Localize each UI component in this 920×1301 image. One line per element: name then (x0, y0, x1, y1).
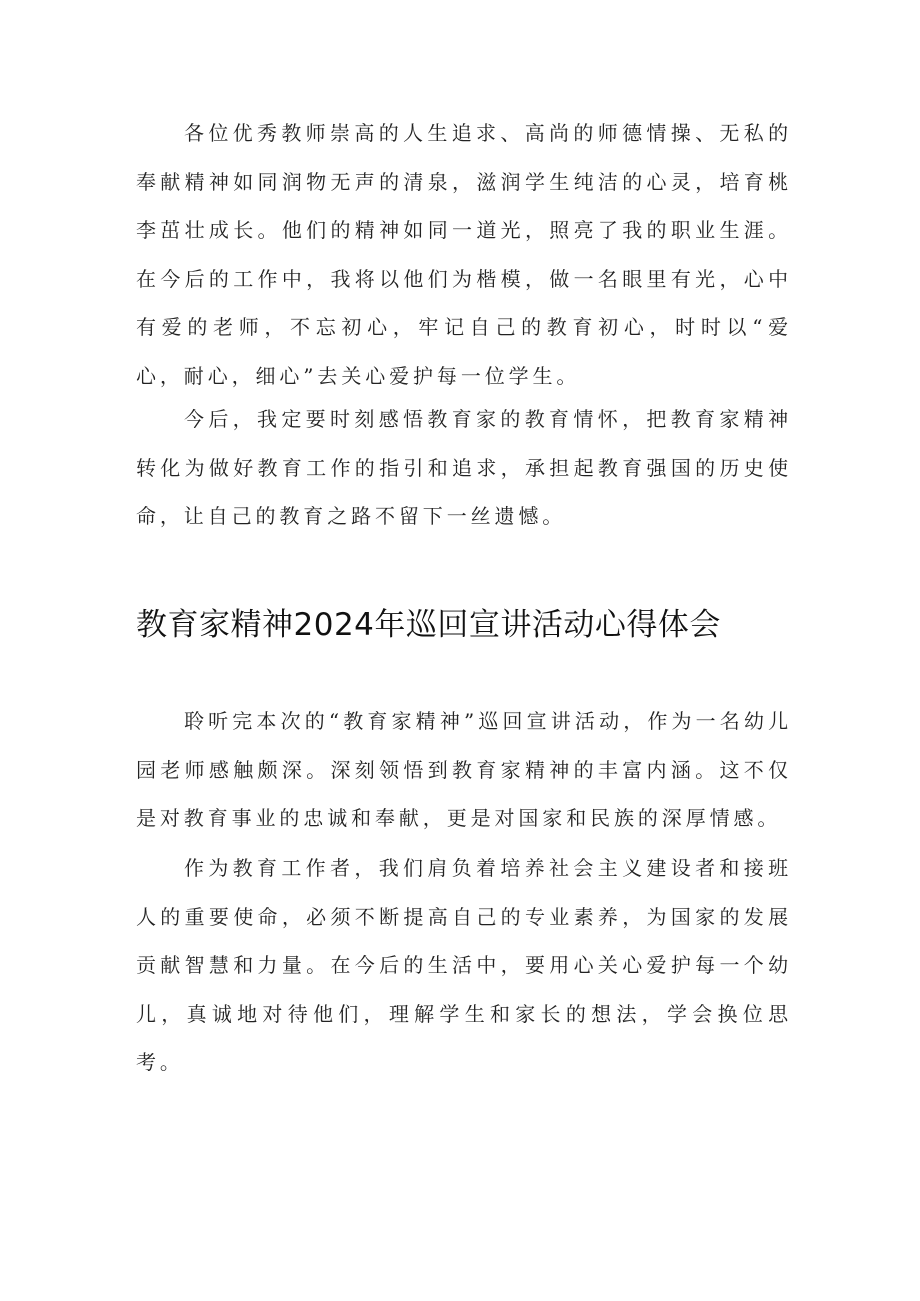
section-heading: 教育家精神2024年巡回宣讲活动心得体会 (136, 607, 721, 643)
body-paragraph: 各位优秀教师崇高的人生追求、高尚的师德情操、无私的奉献精神如同润物无声的清泉，滋润学生纯洁的心灵，培育桃李茁壮成长。他们的精神如同一道光，照亮了我的职业生涯。在今后的工作中，我将以他们为楷模，做一名眼里有光，心中有爱的老师，不忘初心，牢记自己的教育初心，时时以“爱心，耐心，细心”去关心爱护每一位学生。 (136, 121, 792, 388)
body-paragraph: 作为教育工作者，我们肩负着培养社会主义建设者和接班人的重要使命，必须不断提高自己的专业素养，为国家的发展贡献智慧和力量。在今后的生活中，要用心关心爱护每一个幼儿，真诚地对待他们，理解学生和家长的想法，学会换位思考。 (136, 856, 792, 1075)
body-paragraph: 今后，我定要时刻感悟教育家的教育情怀，把教育家精神转化为做好教育工作的指引和追求，承担起教育强国的历史使命，让自己的教育之路不留下一丝遗憾。 (136, 407, 792, 529)
body-paragraph: 聆听完本次的“教育家精神”巡回宣讲活动，作为一名幼儿园老师感触颇深。深刻领悟到教育家精神的丰富内涵。这不仅是对教育事业的忠诚和奉献，更是对国家和民族的深厚情感。 (136, 709, 792, 831)
